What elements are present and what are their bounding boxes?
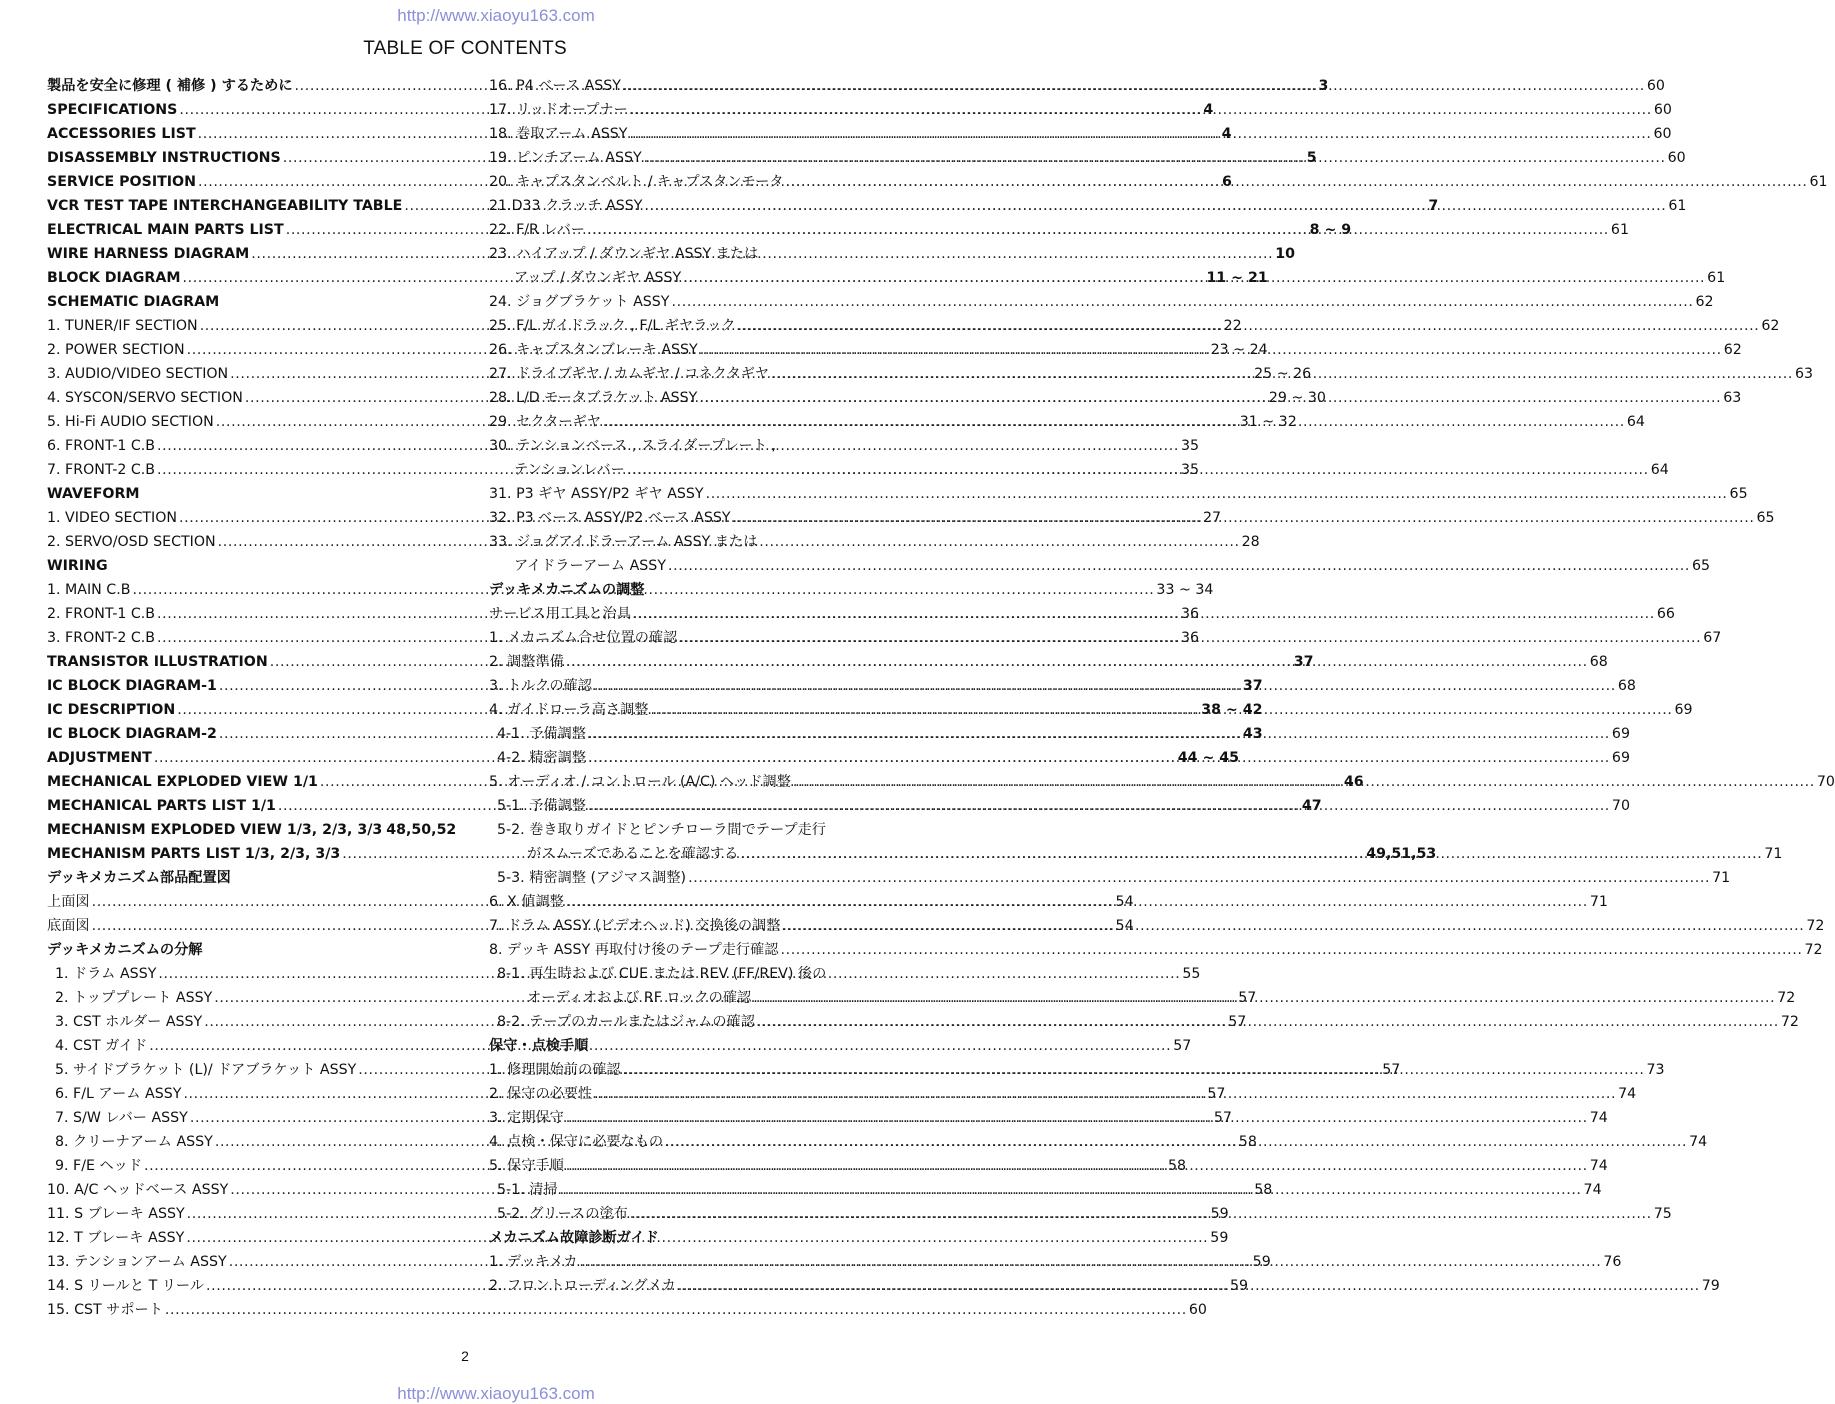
toc-entry-title: オーディオおよび RF ロックの確認 — [527, 990, 752, 1006]
dot-leader — [165, 1301, 1187, 1319]
footer-url-watermark: http://www.xiaoyu163.com — [397, 1384, 595, 1403]
toc-entry-page: 60 — [1188, 1302, 1207, 1318]
toc-entry-page: 59 — [1210, 1206, 1229, 1222]
toc-entry-title: 18. 巻取アーム ASSY — [489, 126, 628, 142]
toc-entry-page: 4 — [1203, 102, 1214, 118]
toc-entry-page: 72 — [1804, 942, 1823, 958]
toc-entry-title: 30. テンションベース , スライダープレート , — [489, 438, 777, 454]
toc-entry-title: メカニズム故障診断ガイド — [489, 1230, 659, 1246]
toc-entry-page: 55 — [1182, 966, 1201, 982]
toc-entry-title: 32. P3 ベース ASSY/P2 ベース ASSY — [489, 510, 731, 526]
toc-entry-page: 46 — [1343, 774, 1364, 790]
toc-entry-title: BLOCK DIAGRAM — [47, 270, 181, 286]
toc-entry-title: 33. ジョグアイドラーアーム ASSY または — [489, 534, 758, 550]
toc-entry[interactable] — [489, 527, 881, 551]
toc-entry-title: 5. Hi-Fi AUDIO SECTION — [47, 414, 214, 430]
toc-entry-page: 60 — [1653, 102, 1672, 118]
toc-entry-title: 3. CST ホルダー ASSY — [55, 1014, 203, 1030]
toc-entry-title: 8-1. 再生時および CUE または REV (FF/REV) 後の — [497, 966, 827, 982]
dot-leader — [651, 701, 1673, 719]
toc-entry[interactable] — [489, 863, 1731, 887]
dot-leader — [588, 749, 1610, 767]
toc-entry-title: 10. A/C ヘッドベース ASSY — [47, 1182, 229, 1198]
toc-entry-page: 64 — [1650, 462, 1669, 478]
toc-entry-title: 7. ドラム ASSY (ビデオヘッド) 交換後の調整 — [489, 918, 781, 934]
dot-leader — [566, 893, 1588, 911]
toc-entry-title: 製品を安全に修理 ( 補修 ) するために — [47, 78, 293, 94]
toc-entry-page: 10 — [1275, 246, 1295, 262]
toc-entry-title: ACCESSORIES LIST — [47, 126, 196, 142]
dot-leader — [629, 125, 1651, 143]
toc-entry-page: 76 — [1603, 1254, 1622, 1270]
toc-entry-title: 4. SYSCON/SERVO SECTION — [47, 390, 243, 406]
toc-entry-title: DISASSEMBLY INSTRUCTIONS — [47, 150, 281, 166]
toc-entry-title: 2. 保守の必要性 — [489, 1086, 593, 1102]
toc-entry[interactable] — [489, 143, 1686, 167]
toc-entry-title: SPECIFICATIONS — [47, 102, 178, 118]
toc-entry-page: 67 — [1703, 630, 1722, 646]
toc-entry-page: 61 — [1610, 222, 1629, 238]
toc-entry-page: 8 ~ 9 — [1309, 222, 1352, 238]
dot-leader — [588, 797, 1610, 815]
toc-entry[interactable] — [489, 479, 1748, 503]
toc-entry-title: 20. キャプスタンベルト / キャプスタンモータ — [489, 174, 784, 190]
toc-entry-page: 36 — [1180, 606, 1200, 622]
toc-entry-title: 4. ガイドローラ高さ調整 — [489, 702, 649, 718]
toc-entry-page: 70 — [1611, 798, 1630, 814]
toc-entry[interactable] — [47, 1295, 1207, 1319]
toc-entry-page: 57 — [1382, 1062, 1401, 1078]
toc-entry-page: 27 — [1202, 510, 1222, 526]
toc-entry-title: デッキメカニズムの分解 — [47, 942, 203, 958]
toc-entry-page: 62 — [1723, 342, 1742, 358]
dot-leader — [588, 725, 1610, 743]
dot-leader — [587, 221, 1609, 239]
toc-entry-page: 74 — [1589, 1158, 1608, 1174]
toc-entry-page: 62 — [1761, 318, 1780, 334]
toc-entry-title: IC DESCRIPTION — [47, 702, 176, 718]
toc-entry-page: 61 — [1707, 270, 1726, 286]
toc-entry-title: サービス用工具と治具 — [489, 606, 631, 622]
toc-entry-page: 35 — [1180, 438, 1200, 454]
toc-entry-page: 63 — [1794, 366, 1814, 382]
toc-entry[interactable] — [489, 551, 1711, 575]
toc-entry-page: 69 — [1611, 726, 1630, 742]
toc-entry-title: 1. メカニズム合せ位置の確認 — [489, 630, 678, 646]
toc-entry-page: 69 — [1611, 750, 1630, 766]
dot-leader — [560, 1181, 1582, 1199]
toc-entry[interactable] — [47, 863, 439, 887]
dot-leader — [603, 413, 1625, 431]
toc-entry-title: 21.D33 クラッチ ASSY — [489, 198, 643, 214]
toc-entry-page: 71 — [1589, 894, 1608, 910]
dot-leader — [644, 149, 1666, 167]
dot-leader — [786, 173, 1808, 191]
dot-leader — [793, 773, 1815, 791]
dot-leader — [594, 1085, 1616, 1103]
toc-entry-page: 23 ~ 24 — [1210, 342, 1268, 358]
toc-entry-title: 31. P3 ギヤ ASSY/P2 ギヤ ASSY — [489, 486, 704, 502]
toc-entry-title: 3. トルクの確認 — [489, 678, 592, 694]
toc-entry-page: 72 — [1806, 918, 1825, 934]
toc-entry-title: 7. S/W レバー ASSY — [55, 1110, 188, 1126]
toc-entry-page: 57 — [1238, 990, 1257, 1006]
toc-entry[interactable] — [489, 431, 881, 455]
dot-leader — [579, 1253, 1601, 1271]
toc-entry-title: IC BLOCK DIAGRAM-2 — [47, 726, 217, 742]
toc-entry-page: 54 — [1115, 894, 1134, 910]
toc-entry-page: 75 — [1653, 1206, 1672, 1222]
dot-leader — [679, 629, 1701, 647]
toc-entry-page: 57 — [1213, 1110, 1232, 1126]
toc-entry-title: 保守・点検手順 — [489, 1038, 589, 1054]
toc-entry-title: 26. キャプスタンブレーキ ASSY — [489, 342, 698, 358]
toc-entry-title: 23. ハイアップ / ダウンギヤ ASSY または — [489, 246, 759, 262]
toc-entry-title: 4-1. 予備調整 — [497, 726, 586, 742]
dot-leader — [644, 197, 1666, 215]
toc-entry-title: 28. L/D モータブラケット ASSY — [489, 390, 698, 406]
toc-entry-title: 24. ジョグブラケット ASSY — [489, 294, 670, 310]
toc-entry-page: 71 — [1764, 846, 1783, 862]
toc-entry-title: 3. 定期保守 — [489, 1110, 564, 1126]
toc-entry-title: 2. 調整準備 — [489, 654, 564, 670]
toc-entry-page: 29 ~ 30 — [1268, 390, 1326, 406]
toc-entry-title: 2. FRONT-1 C.B — [47, 606, 156, 622]
toc-entry-title: 4. CST ガイド — [55, 1038, 148, 1054]
toc-entry-title: 底面図 — [47, 918, 90, 934]
toc-entry-page: 71 — [1712, 870, 1731, 886]
toc-entry-title: 5. オーディオ / コントロール (A/C) ヘッド調整 — [489, 774, 791, 790]
toc-entry[interactable] — [489, 239, 881, 263]
dot-leader — [678, 1277, 1700, 1295]
toc-entry-page: 62 — [1695, 294, 1714, 310]
dot-leader — [630, 101, 1652, 119]
toc-entry-page: 65 — [1756, 510, 1775, 526]
dot-leader — [623, 77, 1645, 95]
toc-entry-title: SERVICE POSITION — [47, 174, 196, 190]
toc-entry-page: 60 — [1653, 126, 1672, 142]
toc-entry-page: 57 — [1207, 1086, 1226, 1102]
toc-entry-title: 3. AUDIO/VIDEO SECTION — [47, 366, 229, 382]
toc-entry-page: 65 — [1729, 486, 1748, 502]
toc-entry-title: MECHANICAL EXPLODED VIEW 1/1 — [47, 774, 318, 790]
toc-entry-title: 1. VIDEO SECTION — [47, 510, 178, 526]
toc-entry-page: 48,50,52 — [386, 822, 457, 838]
toc-entry-title: デッキメカニズム部品配置図 — [47, 870, 231, 886]
toc-entry-page: 59 — [1210, 1230, 1229, 1246]
toc-entry-page: 60 — [1667, 150, 1686, 166]
toc-entry-title: 上面図 — [47, 894, 90, 910]
toc-entry-title: 7. FRONT-2 C.B — [47, 462, 156, 478]
toc-entry-page: 58 — [1254, 1182, 1273, 1198]
page-title: TABLE OF CONTENTS — [363, 38, 567, 59]
toc-entry-page: 69 — [1674, 702, 1693, 718]
toc-entry-page: 61 — [1668, 198, 1687, 214]
toc-entry-title: 5-2. 巻き取りガイドとピンチローラ間でテープ走行 — [497, 822, 826, 838]
toc-entry-page: 74 — [1618, 1086, 1637, 1102]
toc-entry-title: 14. S リールと T リール — [47, 1278, 205, 1294]
dot-leader — [699, 389, 1721, 407]
toc-entry-title: 12. T ブレーキ ASSY — [47, 1230, 185, 1246]
toc-entry[interactable] — [47, 479, 439, 503]
toc-entry-title: 1. 修理開始前の確認 — [489, 1062, 621, 1078]
dot-leader — [780, 941, 1802, 959]
toc-entry-page: 49,51,53 — [1366, 846, 1437, 862]
toc-entry-title: 2. SERVO/OSD SECTION — [47, 534, 216, 550]
toc-entry-title: 6. F/L アーム ASSY — [55, 1086, 182, 1102]
toc-entry[interactable] — [47, 935, 439, 959]
toc-entry-page: 43 — [1242, 726, 1263, 742]
dot-leader — [700, 341, 1722, 359]
toc-entry-page: 38 ~ 42 — [1201, 702, 1263, 718]
toc-entry-title: 2. トッププレート ASSY — [55, 990, 213, 1006]
toc-entry-title: 11. S ブレーキ ASSY — [47, 1206, 185, 1222]
toc-entry-title: アップ / ダウンギヤ ASSY — [514, 270, 682, 286]
toc-entry-page: 59 — [1230, 1278, 1249, 1294]
toc-entry-page: 59 — [1252, 1254, 1271, 1270]
toc-entry[interactable] — [47, 551, 439, 575]
toc-entry-page: 66 — [1656, 606, 1675, 622]
toc-entry-title: 17. リッドオープナー — [489, 102, 628, 118]
toc-entry-page: 58 — [1168, 1158, 1187, 1174]
toc-entry[interactable] — [489, 959, 881, 983]
toc-entry[interactable] — [489, 191, 1687, 215]
toc-entry-title: 5-2. グリースの塗布 — [497, 1206, 628, 1222]
toc-entry-page: 36 — [1180, 630, 1200, 646]
toc-entry-page: 79 — [1701, 1278, 1720, 1294]
dot-leader — [623, 1061, 1645, 1079]
toc-entry-title: WAVEFORM — [47, 486, 140, 502]
toc-entry[interactable] — [489, 935, 1823, 959]
toc-entry-title: 15. CST サポート — [47, 1302, 163, 1318]
toc-entry-page: 7 — [1428, 198, 1439, 214]
toc-entry-title: VCR TEST TAPE INTERCHANGEABILITY TABLE — [47, 198, 403, 214]
dot-leader — [753, 989, 1775, 1007]
toc-entry-page: 64 — [1626, 414, 1645, 430]
toc-entry-title: MECHANICAL PARTS LIST 1/1 — [47, 798, 276, 814]
toc-entry-page: 72 — [1780, 1014, 1799, 1030]
toc-entry-title: MECHANISM PARTS LIST 1/3, 2/3, 3/3 — [47, 846, 341, 862]
toc-entry-page: 35 — [1180, 462, 1200, 478]
toc-entry-title: 25. F/L ガイドラック , F/L ギヤラック — [489, 318, 736, 334]
toc-entry-page: 28 — [1241, 534, 1260, 550]
toc-entry-page: 4 — [1221, 126, 1232, 142]
dot-leader — [665, 1133, 1687, 1151]
toc-entry-title: SCHEMATIC DIAGRAM — [47, 294, 220, 310]
header-url-watermark: http://www.xiaoyu163.com — [397, 6, 595, 25]
toc-entry-page: 37 — [1293, 654, 1314, 670]
toc-entry[interactable] — [489, 119, 1672, 143]
toc-entry[interactable] — [47, 815, 457, 839]
toc-entry[interactable] — [489, 71, 1665, 95]
toc-entry-title: 5. 保守手順 — [489, 1158, 564, 1174]
toc-entry[interactable] — [489, 1223, 881, 1247]
toc-entry-title: 1. デッキメカ — [489, 1254, 578, 1270]
toc-entry-title: 3. FRONT-2 C.B — [47, 630, 156, 646]
toc-entry-page: 37 — [1242, 678, 1263, 694]
toc-entry-title: WIRE HARNESS DIAGRAM — [47, 246, 250, 262]
dot-leader — [683, 269, 1705, 287]
toc-entry-title: ELECTRICAL MAIN PARTS LIST — [47, 222, 284, 238]
toc-entry-title: 27. ドライブギヤ / カムギヤ / コネクタギヤ — [489, 366, 769, 382]
toc-entry-page: 5 — [1306, 150, 1317, 166]
dot-leader — [668, 557, 1690, 575]
toc-entry-title: テンションレバー — [514, 462, 625, 478]
toc-entry-title: 13. テンションアーム ASSY — [47, 1254, 227, 1270]
toc-entry-title: 5-1. 清掃 — [497, 1182, 558, 1198]
toc-entry-page: 33 ~ 34 — [1156, 582, 1214, 598]
dot-leader — [671, 293, 1693, 311]
toc-entry-title: 8. デッキ ASSY 再取付け後のテープ走行確認 — [489, 942, 779, 958]
dot-leader — [706, 485, 1728, 503]
toc-entry-title: 6. FRONT-1 C.B — [47, 438, 156, 454]
dot-leader — [771, 365, 1793, 383]
toc-entry-page: 57 — [1228, 1014, 1247, 1030]
toc-entry-page: 70 — [1816, 774, 1835, 790]
toc-entry-title: 2. フロントローディングメカ — [489, 1278, 676, 1294]
toc-entry-title: 1. MAIN C.B — [47, 582, 131, 598]
toc-entry-title: 4-2. 精密調整 — [497, 750, 586, 766]
toc-entry-page: 3 — [1318, 78, 1329, 94]
dot-leader — [566, 653, 1588, 671]
dot-leader — [733, 509, 1755, 527]
toc-entry-page: 61 — [1809, 174, 1828, 190]
dot-leader — [688, 869, 1710, 887]
toc-entry-title: 19. ピンチアーム ASSY — [489, 150, 642, 166]
toc-entry-title: 8-2. テープのカールまたはジャムの確認 — [497, 1014, 755, 1030]
toc-entry[interactable] — [489, 815, 881, 839]
dot-leader — [782, 917, 1804, 935]
toc-entry-page: 72 — [1777, 990, 1796, 1006]
dot-leader — [566, 1109, 1588, 1127]
toc-entry-title: 5-3. 精密調整 (アジマス調整) — [497, 870, 687, 886]
toc-entry-page: 65 — [1691, 558, 1711, 574]
toc-entry-title: デッキメカニズムの調整 — [489, 582, 645, 598]
toc-entry-title: 5. サイドブラケット (L)/ ドアブラケット ASSY — [55, 1062, 357, 1078]
toc-entry-page: 6 — [1221, 174, 1232, 190]
toc-entry-title: がスムーズであることを確認する — [527, 846, 739, 862]
toc-entry-title: アイドラーアーム ASSY — [514, 558, 666, 574]
toc-entry-page: 25 ~ 26 — [1254, 366, 1312, 382]
toc-entry-page: 74 — [1589, 1110, 1608, 1126]
toc-entry[interactable] — [489, 1031, 881, 1055]
toc-entry-page: 44 ~ 45 — [1177, 750, 1240, 766]
toc-entry-page: 22 — [1223, 318, 1242, 334]
toc-entry-title: 1. TUNER/IF SECTION — [47, 318, 198, 334]
page-number: 2 — [461, 1348, 469, 1364]
toc-entry-title: 16. P4 ベース ASSY — [489, 78, 621, 94]
toc-entry[interactable] — [489, 287, 1714, 311]
toc-entry-title: 2. POWER SECTION — [47, 342, 185, 358]
toc-entry[interactable] — [489, 575, 881, 599]
dot-leader — [627, 461, 1649, 479]
toc-entry-title: 22. F/R レバー — [489, 222, 585, 238]
toc-entry[interactable] — [489, 95, 1672, 119]
toc-entry-title: 8. クリーナアーム ASSY — [55, 1134, 213, 1150]
toc-entry-title: 29. セクターギヤ — [489, 414, 601, 430]
toc-entry-page: 60 — [1646, 78, 1665, 94]
dot-leader — [740, 845, 1762, 863]
toc-entry-page: 73 — [1646, 1062, 1665, 1078]
toc-entry-title: MECHANISM EXPLODED VIEW 1/3, 2/3, 3/3 — [47, 822, 383, 838]
toc-entry-title: 5-1. 予備調整 — [497, 798, 586, 814]
toc-entry-page: 57 — [1173, 1038, 1192, 1054]
toc-entry[interactable] — [489, 167, 1828, 191]
toc-entry-title: 4. 点検・保守に必要なもの — [489, 1134, 664, 1150]
toc-entry-title: 9. F/E ヘッド — [55, 1158, 143, 1174]
dot-leader — [594, 677, 1616, 695]
toc-entry[interactable] — [47, 287, 439, 311]
toc-entry-page: 54 — [1115, 918, 1134, 934]
dot-leader — [633, 605, 1655, 623]
dot-leader — [757, 1013, 1779, 1031]
toc-entry-page: 68 — [1589, 654, 1608, 670]
toc-entry-title: ADJUSTMENT — [47, 750, 152, 766]
toc-entry-title: WIRING — [47, 558, 108, 574]
toc-entry-page: 68 — [1617, 678, 1636, 694]
toc-entry-title: IC BLOCK DIAGRAM-1 — [47, 678, 217, 694]
toc-entry-title: TRANSISTOR ILLUSTRATION — [47, 654, 268, 670]
toc-entry-page: 63 — [1723, 390, 1742, 406]
toc-entry-title: 1. ドラム ASSY — [55, 966, 157, 982]
dot-leader — [630, 1205, 1652, 1223]
toc-entry-page: 47 — [1301, 798, 1322, 814]
toc-entry-page: 31 ~ 32 — [1239, 414, 1297, 430]
toc-entry-page: 11 ~ 21 — [1206, 270, 1268, 286]
toc-entry-title: 6. X 値調整 — [489, 894, 564, 910]
toc-entry-page: 74 — [1583, 1182, 1602, 1198]
dot-leader — [566, 1157, 1588, 1175]
toc-entry-page: 58 — [1238, 1134, 1257, 1150]
toc-entry-page: 74 — [1689, 1134, 1708, 1150]
dot-leader — [737, 317, 1759, 335]
